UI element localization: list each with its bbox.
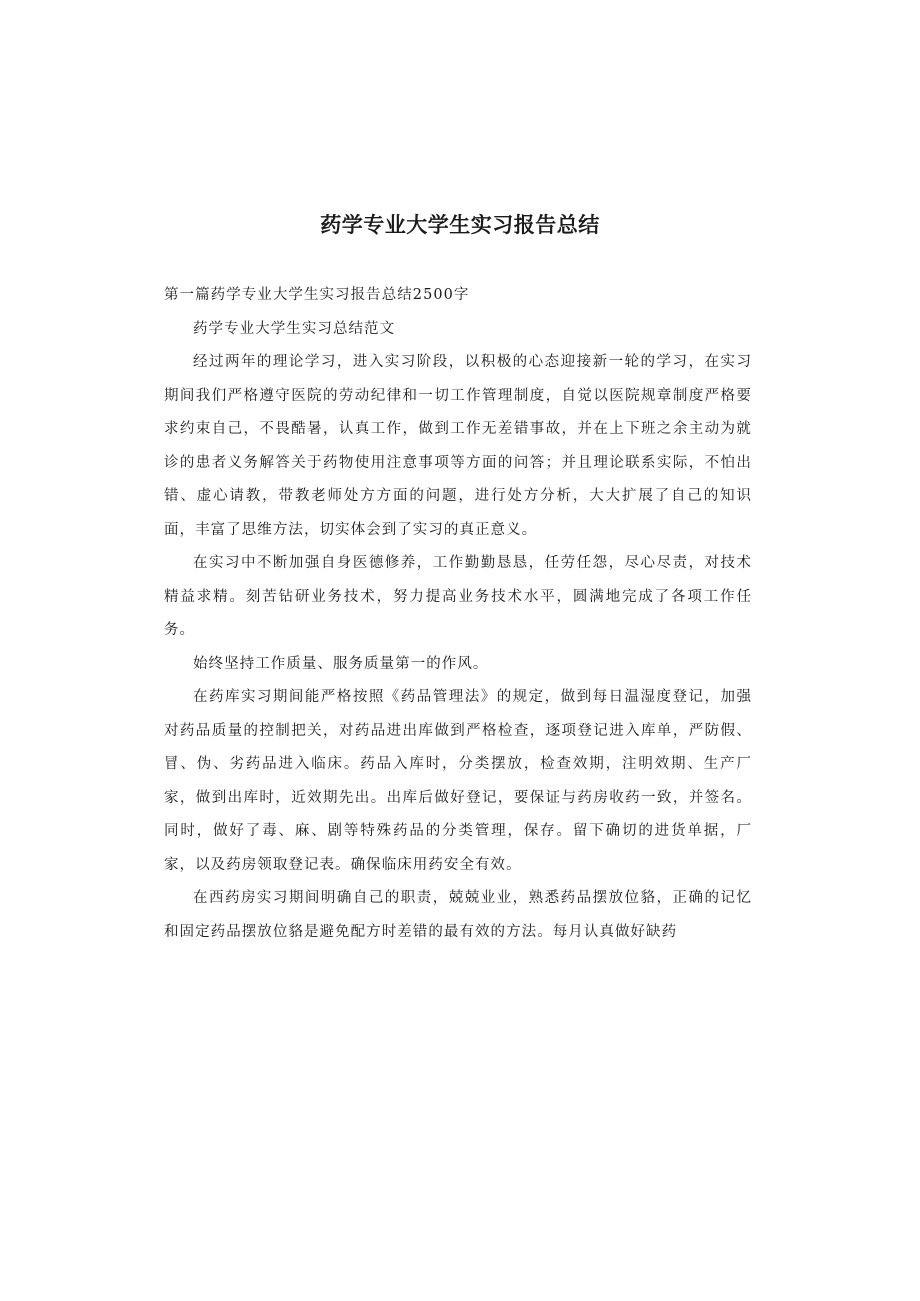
paragraph: 在药库实习期间能严格按照《药品管理法》的规定，做到每日温湿度登记，加强对药品质量的控制把关，对药品进出库做到严格检查，逐项登记进入库单，严防假、冒、伪、劣药品进入临床。药品入库时，分类摆放，检查效期，注明效期、生产厂家，做到出库时，近效期先出。出库后做好登记，要保证与药房收药一致，并签名。同时，做好了毒、麻、剧等特殊药品的分类管理，保存。留下确切的进货单据，厂家，以及药房领取登记表。确保临床用药安全有效。 — [164, 689, 752, 873]
document-body — [164, 279, 752, 949]
section-heading: 第一篇药学专业大学生实习报告总结2500字 — [164, 287, 470, 303]
document-title: 药学专业大学生实习报告总结 — [320, 213, 600, 237]
paragraph: 在实习中不断加强自身医德修养，工作勤勤恳恳，任劳任怨，尽心尽责，对技术精益求精。刻苦钻研业务技术，努力提高业务技术水平，圆满地完成了各项工作任务。 — [164, 555, 752, 638]
paragraph: 经过两年的理论学习，进入实习阶段，以积极的心态迎接新一轮的学习，在实习期间我们严格遵守医院的劳动纪律和一切工作管理制度，自觉以医院规章制度严格要求约束自己，不畏酷暑，认真工作，做到工作无差错事故，并在上下班之余主动为就诊的患者义务解答关于药物使用注意事项等方面的问答；并且理论联系实际，不怕出错、虚心请教，带教老师处方方面的问题，进行处方分析，大大扩展了自己的知识面，丰富了思维方法，切实体会到了实习的真正意义。 — [164, 354, 752, 538]
paragraph: 药学专业大学生实习总结范文 — [193, 320, 396, 337]
paragraph: 始终坚持工作质量、服务质量第一的作风。 — [193, 655, 489, 672]
paragraph: 在西药房实习期间明确自己的职责，兢兢业业，熟悉药品摆放位貉，正确的记忆和固定药品摆放位貉是避免配方时差错的最有效的方法。每月认真做好缺药 — [164, 890, 752, 940]
